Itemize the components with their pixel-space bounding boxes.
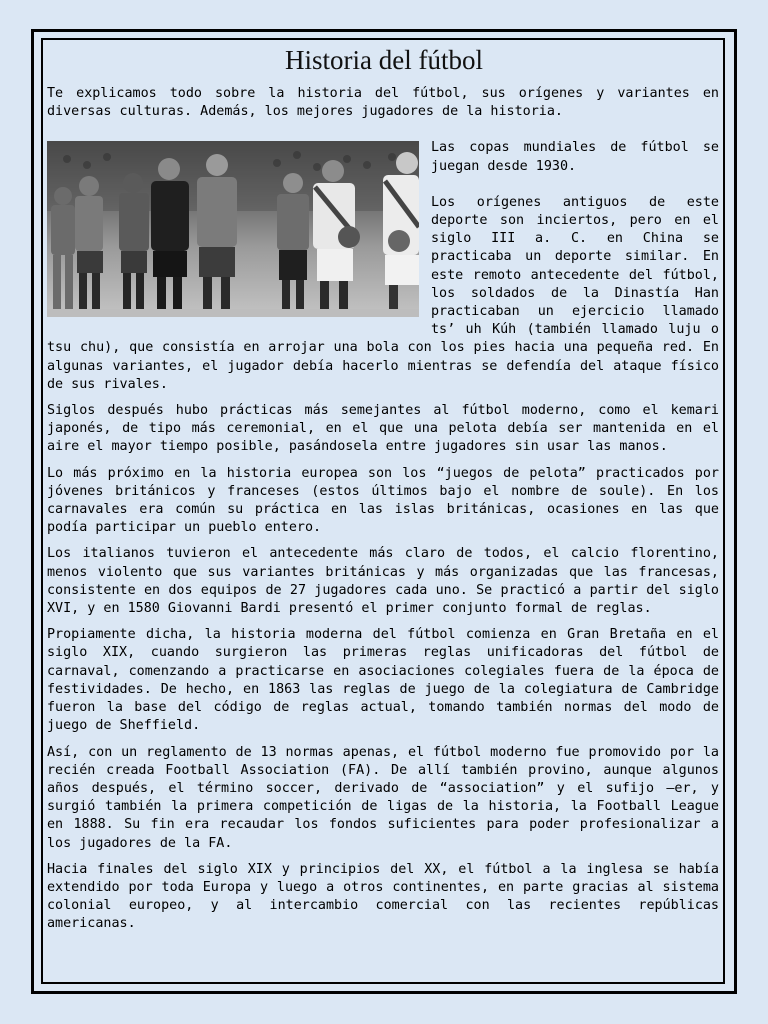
paragraph-modern-history: Propiamente dicha, la historia moderna del fútbol comienza en Gran Bretaña en el siglo XIX, cuando surgieron las primeras reglas unificadoras del fútbol de carnaval, comenzando a practicarse en asociaciones colegiales fuera de la época de festividades. De hecho, en 1863 las reglas de juego de la colegiatura de Cambridge fueron la base del código de reglas actual, tomando también normas del modo de juego de Sheffield. (47, 627, 719, 734)
page-title: Historia del fútbol (285, 45, 483, 75)
paragraph-football-association: Así, con un reglamento de 13 normas apenas, el fútbol moderno fue promovido por la recién creada Football Association (FA). De allí también provino, aunque algunos años después, el término soccer, derivado de “association” y el sufijo –er, y surgió también la primera competición de ligas de la historia, la Football League en 1888. Su fin era recaudar los fondos suficientes para poder profesionalizar a los jugadores de la FA. (47, 744, 719, 851)
paragraph-origins: Los orígenes antiguos de este deporte son inciertos, pero en el siglo III a. C. en China se practicaba un deporte similar. En este remoto antecedente del fútbol, los soldados de la Dinastía Han practicaban un ejercicio llamado ts’ uh Kúh (también llamado luju o tsu chu), que consistía en arrojar una bola con los pies hacia una pequeña red. En algunas variantes, el jugador debía hacerlo mientras se defendía del ataque físico de sus rivales. (47, 194, 719, 392)
paragraph-calcio: Los italianos tuvieron el antecedente más claro de todos, el calcio florentino, menos violento que sus variantes británicas y más organizadas que las francesas, consistente en dos equipos de 27 jugadores cada uno. Se practicó a partir del siglo XVI, y en 1580 Giovanni Bardi presentó el primer conjunto formal de reglas. (47, 546, 719, 617)
football-players-photo (47, 141, 419, 317)
paragraph-kemari: Siglos después hubo prácticas más semejantes al fútbol moderno, como el kemari japonés, de tipo más ceremonial, en el que una pelota debía ser mantenida en el aire el mayor tiempo posible, pasándosela entre jugadores sin usar las manos. (47, 403, 719, 455)
intro-paragraph: Te explicamos todo sobre la historia del fútbol, sus orígenes y variantes en diversas culturas. Además, los mejores jugadores de la historia. (47, 86, 719, 120)
paragraph-european-games: Lo más próximo en la historia europea son los “juegos de pelota” practicados por jóvenes británicos y franceses (estos últimos bajo el nombre de soule). En los carnavales era común su práctica en las islas británicas, ocasiones en las que podía participar un pueblo entero. (47, 465, 719, 536)
article-body (47, 85, 719, 942)
world-cup-note: Las copas mundiales de fútbol se juegan desde 1930. (431, 140, 719, 174)
football-players-photo-art (47, 141, 419, 317)
paragraph-expansion: Hacia finales del siglo XIX y principios del XX, el fútbol a la inglesa se había extendido por toda Europa y luego a otros continentes, en parte gracias al sistema colonial europeo, y al intercambio comercial con las recientes repúblicas americanas. (47, 861, 719, 932)
